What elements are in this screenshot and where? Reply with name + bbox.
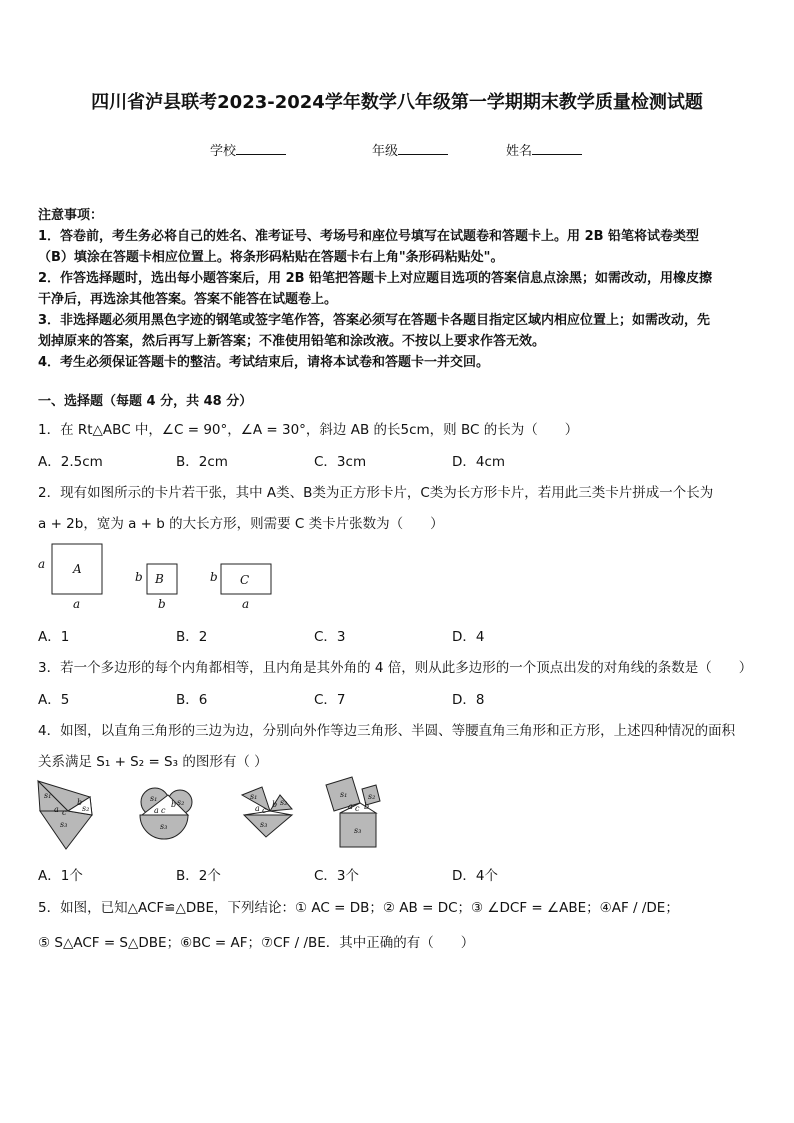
- card-b-bottom-label: b: [158, 597, 166, 611]
- question-2-line1: 2．现有如图所示的卡片若干张，其中 A类、B类为正方形卡片，C类为长方形卡片，若用此三类卡片拼成一个长为: [38, 485, 714, 501]
- fig2-a-label: a: [154, 806, 159, 815]
- fig1-b-label: b: [77, 798, 83, 807]
- note-line: 4．考生必须保证答题卡的整洁。考试结束后，请将本试卷和答题卡一并交回。: [38, 355, 490, 370]
- q3-option-d: D．8: [452, 692, 485, 708]
- q3-option-b: B．6: [176, 692, 208, 708]
- fig4-s2-label: s₂: [368, 792, 376, 801]
- fig3-s3-label: s₃: [260, 820, 268, 829]
- fig4-a-label: a: [348, 802, 353, 811]
- fig4-s3-label: s₃: [354, 826, 362, 835]
- grade-blank: [398, 142, 448, 155]
- q2-option-d: D．4: [452, 629, 485, 645]
- card-b-side-label: b: [135, 570, 143, 584]
- fig2-c-label: c: [161, 806, 166, 815]
- cards-figure: [30, 538, 290, 618]
- name-blank: [532, 142, 582, 155]
- q3-option-c: C．7: [314, 692, 346, 708]
- school-label: 学校: [210, 144, 237, 159]
- fig2-s3-label: s₃: [160, 822, 168, 831]
- question-5-line2: ⑤ S△ACF = S△DBE；⑥BC = AF；⑦CF / /BE．其中正确的有（ ）: [38, 935, 475, 951]
- fig3-s1-label: s₁: [250, 792, 258, 801]
- card-a-label: A: [73, 562, 82, 576]
- fig2-s1-label: s₁: [150, 794, 158, 803]
- q2-option-b: B．2: [176, 629, 208, 645]
- q1-option-a: A．2.5cm: [38, 454, 103, 470]
- card-c-side-label: b: [210, 570, 218, 584]
- q4-option-d: D．4个: [452, 868, 498, 884]
- fig1-s3-label: s₃: [60, 820, 68, 829]
- card-a-side-label: a: [38, 557, 46, 571]
- grade-label: 年级: [372, 144, 399, 159]
- q3-option-a: A．5: [38, 692, 70, 708]
- fig3-c-label: c: [262, 806, 267, 815]
- fig2-s2-label: s₂: [177, 798, 185, 807]
- question-4-line1: 4．如图，以直角三角形的三边为边，分别向外作等边三角形、半圆、等腰直角三角形和正方形，上述四种情况的面积: [38, 723, 736, 739]
- question-3: 3．若一个多边形的每个内角都相等，且内角是其外角的 4 倍，则从此多边形的一个顶点出发的对角线的条数是（ ）: [38, 660, 753, 676]
- fig4-s1-label: s₁: [340, 790, 348, 799]
- question-1: 1．在 Rt△ABC 中，∠C = 90°，∠A = 30°，斜边 AB 的长5cm，则 BC 的长为（ ）: [38, 422, 579, 438]
- q2-option-a: A．1: [38, 629, 70, 645]
- question-5-line1: 5．如图，已知△ACF≌△DBE，下列结论：① AC = DB；② AB = DC；③ ∠DCF = ∠ABE；④AF / /DE；: [38, 900, 679, 916]
- fig3-a-label: a: [255, 804, 260, 813]
- fig2-b-label: b: [171, 800, 177, 809]
- name-label: 姓名: [506, 144, 533, 159]
- q4-option-b: B．2个: [176, 868, 221, 884]
- name-field: [506, 140, 582, 159]
- q4-option-c: C．3个: [314, 868, 360, 884]
- fig1-s1-label: s₁: [44, 791, 52, 800]
- question-4-line2: 关系满足 S₁ + S₂ = S₃ 的图形有（ ）: [38, 754, 268, 770]
- q1-option-b: B．2cm: [176, 454, 228, 470]
- fig1-s2-label: s₂: [82, 804, 90, 813]
- q2-option-c: C．3: [314, 629, 346, 645]
- q4-option-a: A．1个: [38, 868, 83, 884]
- note-line: 干净后，再选涂其他答案。答案不能答在试题卷上。: [38, 292, 338, 307]
- grade-field: [372, 140, 448, 159]
- figure-squares: [326, 777, 380, 847]
- card-c-label: C: [240, 573, 250, 587]
- q1-option-d: D．4cm: [452, 454, 506, 470]
- fig4-b-label: b: [364, 802, 370, 811]
- card-c-bottom-label: a: [242, 597, 250, 611]
- question-2-line2: a + 2b，宽为 a + b 的大长方形，则需要 C 类卡片张数为（ ）: [38, 516, 444, 532]
- notes-heading: 注意事项：: [38, 208, 104, 223]
- q1-option-c: C．3cm: [314, 454, 367, 470]
- note-line: 划掉原来的答案，然后再写上新答案；不准使用铅笔和涂改液。不按以上要求作答无效。: [38, 334, 546, 349]
- fig3-b-label: b: [272, 800, 278, 809]
- card-b-label: B: [155, 572, 164, 586]
- section-heading: 一、选择题（每题 4 分，共 48 分）: [38, 394, 253, 409]
- fig3-s2-label: s₂: [280, 798, 288, 807]
- fig1-a-label: a: [54, 805, 59, 814]
- fig4-c-label: c: [355, 804, 360, 813]
- fig1-c-label: c: [62, 808, 67, 817]
- page-title: 四川省泸县联考2023-2024学年数学八年级第一学期期末教学质量检测试题: [91, 92, 703, 113]
- card-a-bottom-label: a: [73, 597, 81, 611]
- note-line: 2．作答选择题时，选出每小题答案后，用 2B 铅笔把答题卡上对应题目选项的答案信息点涂黑；如需改动，用橡皮擦: [38, 271, 713, 286]
- school-field: [210, 140, 286, 159]
- note-line: 3．非选择题必须用黑色字迹的钢笔或签字笔作答，答案必须写在答题卡各题目指定区域内相应位置上；如需改动，先: [38, 313, 711, 328]
- figure-semicircles: [140, 788, 192, 839]
- area-figures: [30, 775, 400, 857]
- note-line: 1．答卷前，考生务必将自己的姓名、准考证号、考场号和座位号填写在试题卷和答题卡上。用 2B 铅笔将试卷类型: [38, 229, 700, 244]
- school-blank: [236, 142, 286, 155]
- note-line: （B）填涂在答题卡相应位置上。将条形码粘贴在答题卡右上角"条形码粘贴处"。: [38, 250, 504, 265]
